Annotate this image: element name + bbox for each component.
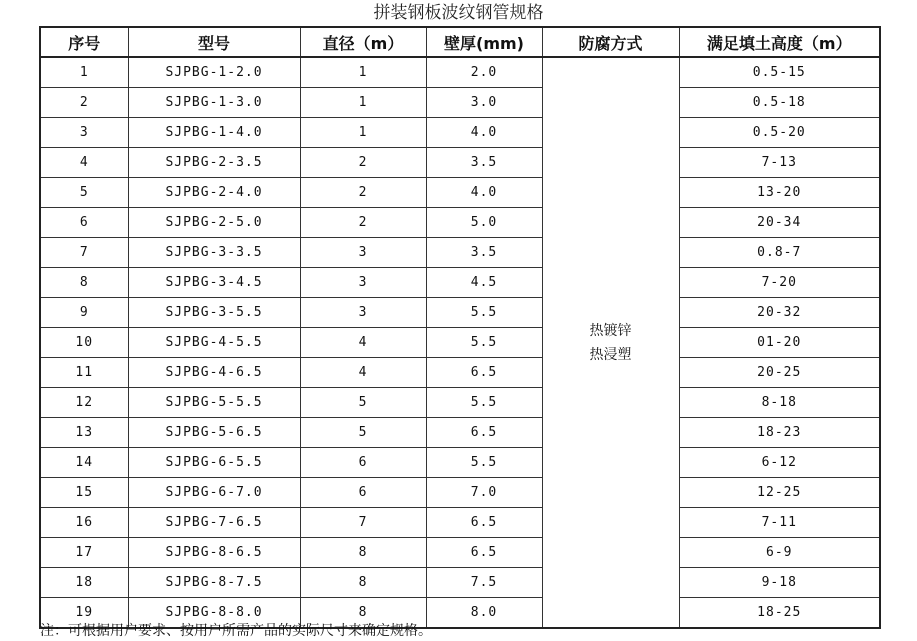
cell-diameter: 1: [300, 57, 426, 88]
cell-diameter: 2: [300, 208, 426, 238]
cell-model: SJPBG-6-5.5: [128, 448, 300, 478]
footnote: 注：可根据用户要求、按用户所需产品的实际尺寸来确定规格。: [40, 623, 432, 639]
cell-fill-height: 7-20: [679, 268, 880, 298]
cell-diameter: 8: [300, 598, 426, 629]
cell-thickness: 6.5: [426, 508, 542, 538]
cell-no: 19: [40, 598, 128, 629]
col-header-model: 型号: [128, 27, 300, 57]
cell-thickness: 2.0: [426, 57, 542, 88]
table-row: [40, 358, 880, 388]
cell-fill-height: 20-34: [679, 208, 880, 238]
cell-fill-height: 0.8-7: [679, 238, 880, 268]
cell-no: 6: [40, 208, 128, 238]
table-row: [40, 298, 880, 328]
cell-fill-height: 9-18: [679, 568, 880, 598]
cell-diameter: 4: [300, 358, 426, 388]
cell-model: SJPBG-3-4.5: [128, 268, 300, 298]
cell-thickness: 5.5: [426, 448, 542, 478]
cell-diameter: 5: [300, 418, 426, 448]
cell-fill-height: 6-9: [679, 538, 880, 568]
cell-thickness: 6.5: [426, 538, 542, 568]
cell-no: 2: [40, 88, 128, 118]
cell-thickness: 4.0: [426, 178, 542, 208]
table-row: [40, 448, 880, 478]
cell-model: SJPBG-2-3.5: [128, 148, 300, 178]
cell-anticorrosion: [542, 57, 679, 628]
cell-thickness: 8.0: [426, 598, 542, 629]
table-row: [40, 268, 880, 298]
cell-thickness: 5.0: [426, 208, 542, 238]
cell-no: 14: [40, 448, 128, 478]
cell-thickness: 7.0: [426, 478, 542, 508]
cell-thickness: 3.5: [426, 148, 542, 178]
cell-diameter: 8: [300, 538, 426, 568]
table-body: [40, 57, 880, 628]
cell-model: SJPBG-8-8.0: [128, 598, 300, 629]
cell-fill-height: 20-32: [679, 298, 880, 328]
cell-diameter: 3: [300, 298, 426, 328]
header-row: [40, 27, 880, 57]
cell-fill-height: 18-25: [679, 598, 880, 629]
cell-thickness: 7.5: [426, 568, 542, 598]
cell-fill-height: 20-25: [679, 358, 880, 388]
col-header-thickness: 壁厚(mm): [426, 27, 542, 57]
cell-diameter: 6: [300, 478, 426, 508]
cell-model: SJPBG-3-3.5: [128, 238, 300, 268]
anticorrosion-method: 热浸塑: [589, 346, 632, 363]
cell-no: 12: [40, 388, 128, 418]
cell-diameter: 2: [300, 178, 426, 208]
cell-fill-height: 12-25: [679, 478, 880, 508]
cell-thickness: 5.5: [426, 298, 542, 328]
cell-diameter: 3: [300, 238, 426, 268]
table-row: [40, 478, 880, 508]
table-row: [40, 418, 880, 448]
cell-model: SJPBG-5-5.5: [128, 388, 300, 418]
cell-thickness: 6.5: [426, 418, 542, 448]
cell-no: 7: [40, 238, 128, 268]
cell-model: SJPBG-2-4.0: [128, 178, 300, 208]
cell-model: SJPBG-1-4.0: [128, 118, 300, 148]
cell-no: 11: [40, 358, 128, 388]
cell-no: 16: [40, 508, 128, 538]
cell-diameter: 2: [300, 148, 426, 178]
table-row: [40, 508, 880, 538]
cell-model: SJPBG-4-5.5: [128, 328, 300, 358]
cell-diameter: 3: [300, 268, 426, 298]
table-row: [40, 208, 880, 238]
cell-fill-height: 7-13: [679, 148, 880, 178]
anticorrosion-method: 热镀锌: [589, 322, 632, 339]
cell-model: SJPBG-8-7.5: [128, 568, 300, 598]
cell-fill-height: 7-11: [679, 508, 880, 538]
cell-fill-height: 0.5-18: [679, 88, 880, 118]
cell-diameter: 1: [300, 88, 426, 118]
table-row: [40, 568, 880, 598]
col-header-anticorrosion: 防腐方式: [542, 27, 679, 57]
cell-diameter: 6: [300, 448, 426, 478]
cell-fill-height: 8-18: [679, 388, 880, 418]
cell-fill-height: 13-20: [679, 178, 880, 208]
cell-fill-height: 18-23: [679, 418, 880, 448]
cell-thickness: 5.5: [426, 328, 542, 358]
cell-model: SJPBG-2-5.0: [128, 208, 300, 238]
col-header-fill-height: 满足填土高度（m）: [679, 27, 880, 57]
table-row: [40, 238, 880, 268]
cell-model: SJPBG-4-6.5: [128, 358, 300, 388]
cell-no: 17: [40, 538, 128, 568]
table-row: [40, 538, 880, 568]
table-row: [40, 328, 880, 358]
cell-no: 15: [40, 478, 128, 508]
cell-diameter: 7: [300, 508, 426, 538]
cell-no: 8: [40, 268, 128, 298]
cell-no: 3: [40, 118, 128, 148]
cell-model: SJPBG-7-6.5: [128, 508, 300, 538]
cell-no: 4: [40, 148, 128, 178]
cell-model: SJPBG-5-6.5: [128, 418, 300, 448]
cell-model: SJPBG-8-6.5: [128, 538, 300, 568]
cell-fill-height: 6-12: [679, 448, 880, 478]
cell-thickness: 3.0: [426, 88, 542, 118]
table-row: [40, 178, 880, 208]
cell-thickness: 3.5: [426, 238, 542, 268]
cell-thickness: 4.5: [426, 268, 542, 298]
cell-diameter: 1: [300, 118, 426, 148]
spec-table: [39, 26, 881, 629]
col-header-no: 序号: [40, 27, 128, 57]
cell-diameter: 8: [300, 568, 426, 598]
cell-fill-height: 0.5-15: [679, 57, 880, 88]
table-row: [40, 57, 880, 88]
cell-no: 9: [40, 298, 128, 328]
cell-thickness: 6.5: [426, 358, 542, 388]
cell-no: 5: [40, 178, 128, 208]
cell-no: 10: [40, 328, 128, 358]
table-title: 拼装钢板波纹钢管规格: [373, 3, 544, 23]
cell-fill-height: 01-20: [679, 328, 880, 358]
col-header-diameter: 直径（m）: [300, 27, 426, 57]
cell-no: 18: [40, 568, 128, 598]
cell-no: 1: [40, 57, 128, 88]
cell-model: SJPBG-1-3.0: [128, 88, 300, 118]
table-row: [40, 388, 880, 418]
cell-fill-height: 0.5-20: [679, 118, 880, 148]
cell-model: SJPBG-3-5.5: [128, 298, 300, 328]
cell-thickness: 4.0: [426, 118, 542, 148]
table-row: [40, 118, 880, 148]
cell-model: SJPBG-6-7.0: [128, 478, 300, 508]
table-row: [40, 148, 880, 178]
table-row: [40, 88, 880, 118]
cell-thickness: 5.5: [426, 388, 542, 418]
cell-model: SJPBG-1-2.0: [128, 57, 300, 88]
cell-diameter: 4: [300, 328, 426, 358]
cell-diameter: 5: [300, 388, 426, 418]
cell-no: 13: [40, 418, 128, 448]
